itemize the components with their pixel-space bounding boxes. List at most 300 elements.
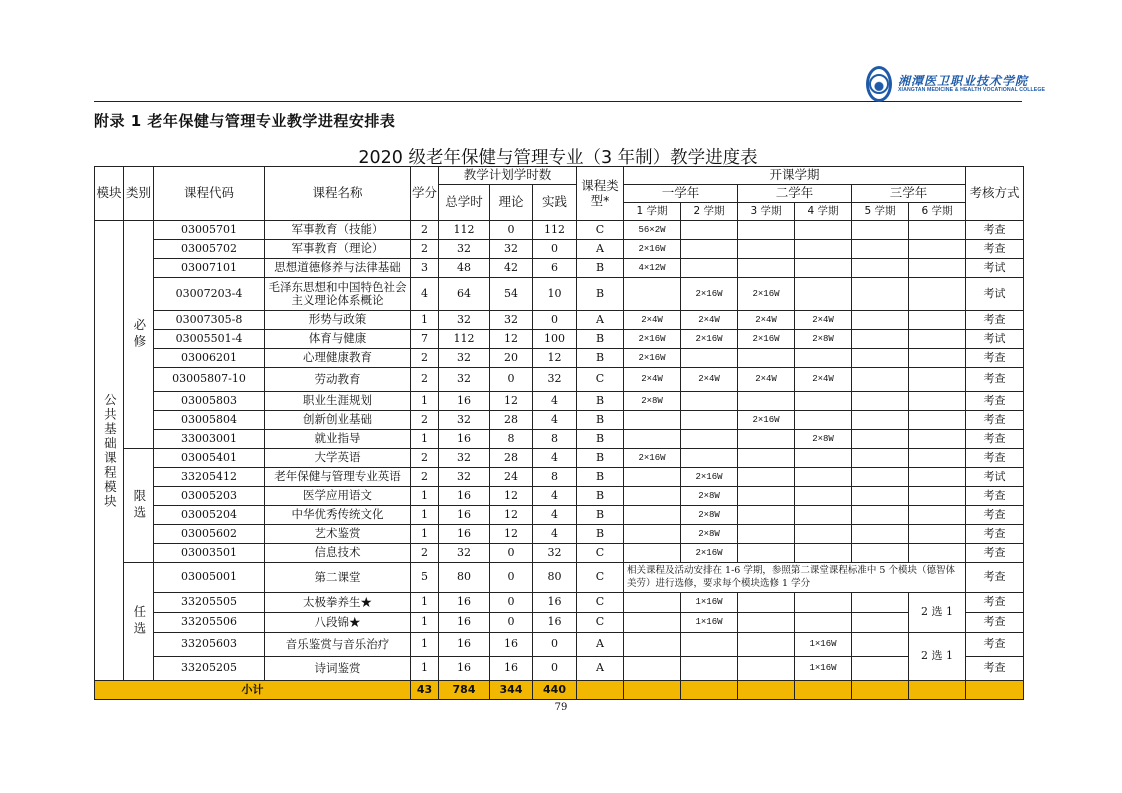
semester-4-schedule — [795, 487, 852, 506]
page-number: 79 — [554, 702, 568, 713]
theory-hours-value: 20 — [490, 349, 533, 368]
college-logo — [866, 62, 1046, 106]
theory-hours-value: 16 — [490, 633, 533, 657]
credit-value: 7 — [411, 330, 439, 349]
course-code: 03005001 — [154, 563, 265, 593]
practice-hours-value: 4 — [533, 411, 577, 430]
course-name: 第二课堂 — [265, 563, 411, 593]
semester-1-schedule — [624, 430, 681, 449]
semester-3-schedule — [738, 240, 795, 259]
course-name: 职业生涯规划 — [265, 392, 411, 411]
table-row — [95, 487, 1024, 506]
semester-2-schedule — [681, 349, 738, 368]
semester-3-schedule: 2×16W — [738, 411, 795, 430]
theory-hours-value: 0 — [490, 544, 533, 563]
assessment-method: 考试 — [966, 330, 1024, 349]
course-code: 03005203 — [154, 487, 265, 506]
semester-4-schedule: 2×4W — [795, 311, 852, 330]
table-row — [95, 657, 1024, 681]
semester-6-schedule — [909, 544, 966, 563]
semester-5-schedule — [852, 613, 909, 633]
header-sem1: 1 学期 — [624, 203, 681, 221]
semester-3-schedule — [738, 633, 795, 657]
practice-hours-value: 4 — [533, 525, 577, 544]
subtotal-practice: 440 — [533, 681, 577, 700]
theory-hours-value: 28 — [490, 449, 533, 468]
credit-value: 4 — [411, 278, 439, 311]
course-name: 心理健康教育 — [265, 349, 411, 368]
theory-hours-value: 28 — [490, 411, 533, 430]
header-course-type: 课程类型* — [577, 167, 624, 221]
theory-hours-value: 42 — [490, 259, 533, 278]
category-restricted: 限选 — [124, 449, 154, 563]
semester-4-schedule: 2×8W — [795, 330, 852, 349]
semester-4-schedule — [795, 278, 852, 311]
course-code: 03005701 — [154, 221, 265, 240]
credit-value: 5 — [411, 563, 439, 593]
course-type-value: C — [577, 613, 624, 633]
assessment-method: 考查 — [966, 525, 1024, 544]
logo-english-name: XIANGTAN MEDICINE & HEALTH VOCATIONAL COLLEGE — [898, 86, 1046, 93]
semester-6-schedule — [909, 240, 966, 259]
course-name: 军事教育（技能） — [265, 221, 411, 240]
semester-2-schedule: 1×16W — [681, 613, 738, 633]
table-row — [95, 330, 1024, 349]
assessment-method: 考查 — [966, 487, 1024, 506]
semester-1-schedule — [624, 544, 681, 563]
category-elective: 任选 — [124, 563, 154, 681]
semester-5-schedule — [852, 411, 909, 430]
course-type-value: B — [577, 430, 624, 449]
semester-3-schedule — [738, 259, 795, 278]
course-code: 03005204 — [154, 506, 265, 525]
semester-6-schedule — [909, 311, 966, 330]
credit-value: 2 — [411, 349, 439, 368]
course-code: 03005401 — [154, 449, 265, 468]
subtotal-row — [95, 681, 1024, 700]
semester-3-schedule: 2×4W — [738, 368, 795, 392]
assessment-method: 考查 — [966, 411, 1024, 430]
semester-3-schedule — [738, 487, 795, 506]
assessment-method: 考查 — [966, 657, 1024, 681]
college-seal-icon — [866, 66, 892, 102]
assessment-method: 考查 — [966, 593, 1024, 613]
semester-3-schedule — [738, 525, 795, 544]
course-type-value: C — [577, 368, 624, 392]
semester-5-schedule — [852, 368, 909, 392]
semester-5-schedule — [852, 259, 909, 278]
semester-6-schedule — [909, 278, 966, 311]
semester-4-schedule: 1×16W — [795, 657, 852, 681]
semester-1-schedule — [624, 506, 681, 525]
course-code: 33205506 — [154, 613, 265, 633]
course-code: 03003501 — [154, 544, 265, 563]
table-row — [95, 563, 1024, 593]
course-code: 33205505 — [154, 593, 265, 613]
course-type-value: B — [577, 349, 624, 368]
second-classroom-note: 相关课程及活动安排在 1-6 学期，参照第二课堂课程标准中 5 个模块（德智体美劳）进行选修，要求每个模块选修 1 学分 — [624, 563, 966, 593]
course-name: 思想道德修养与法律基础 — [265, 259, 411, 278]
choose-one-note: 2 选 1 — [909, 593, 966, 633]
credit-value: 1 — [411, 311, 439, 330]
semester-3-schedule — [738, 506, 795, 525]
table-row — [95, 468, 1024, 487]
assessment-method: 考查 — [966, 430, 1024, 449]
semester-3-schedule — [738, 468, 795, 487]
table-row — [95, 593, 1024, 613]
subtotal-label: 小计 — [95, 681, 411, 700]
practice-hours-value: 0 — [533, 311, 577, 330]
course-type-value: B — [577, 278, 624, 311]
assessment-method: 考查 — [966, 240, 1024, 259]
assessment-method: 考查 — [966, 368, 1024, 392]
semester-3-schedule — [738, 593, 795, 613]
semester-4-schedule — [795, 349, 852, 368]
semester-1-schedule: 2×16W — [624, 449, 681, 468]
assessment-method: 考试 — [966, 468, 1024, 487]
semester-5-schedule — [852, 487, 909, 506]
subtotal-total-hours: 784 — [439, 681, 490, 700]
theory-hours-value: 8 — [490, 430, 533, 449]
semester-4-schedule — [795, 221, 852, 240]
course-type-value: A — [577, 311, 624, 330]
header-practice: 实践 — [533, 185, 577, 221]
semester-3-schedule — [738, 544, 795, 563]
total-hours-value: 48 — [439, 259, 490, 278]
semester-1-schedule — [624, 525, 681, 544]
practice-hours-value: 4 — [533, 449, 577, 468]
semester-2-schedule: 2×4W — [681, 368, 738, 392]
semester-2-schedule — [681, 430, 738, 449]
total-hours-value: 16 — [439, 593, 490, 613]
semester-2-schedule — [681, 633, 738, 657]
header-course-name: 课程名称 — [265, 167, 411, 221]
theory-hours-value: 0 — [490, 368, 533, 392]
theory-hours-value: 0 — [490, 593, 533, 613]
semester-4-schedule — [795, 506, 852, 525]
total-hours-value: 80 — [439, 563, 490, 593]
course-code: 03006201 — [154, 349, 265, 368]
course-type-value: B — [577, 506, 624, 525]
semester-1-schedule — [624, 633, 681, 657]
header-theory: 理论 — [490, 185, 533, 221]
semester-3-schedule — [738, 392, 795, 411]
header-semesters: 开课学期 — [624, 167, 966, 185]
theory-hours-value: 24 — [490, 468, 533, 487]
semester-6-schedule — [909, 525, 966, 544]
assessment-method: 考查 — [966, 633, 1024, 657]
semester-5-schedule — [852, 633, 909, 657]
semester-5-schedule — [852, 544, 909, 563]
practice-hours-value: 8 — [533, 468, 577, 487]
semester-3-schedule — [738, 613, 795, 633]
table-row — [95, 240, 1024, 259]
semester-5-schedule — [852, 240, 909, 259]
category-required: 必修 — [124, 221, 154, 449]
practice-hours-value: 16 — [533, 613, 577, 633]
subtotal-empty-cell — [738, 681, 795, 700]
semester-2-schedule: 2×16W — [681, 278, 738, 311]
practice-hours-value: 32 — [533, 368, 577, 392]
credit-value: 1 — [411, 633, 439, 657]
semester-3-schedule — [738, 221, 795, 240]
course-code: 03007101 — [154, 259, 265, 278]
course-type-value: B — [577, 392, 624, 411]
total-hours-value: 16 — [439, 487, 490, 506]
semester-5-schedule — [852, 525, 909, 544]
semester-2-schedule — [681, 657, 738, 681]
semester-2-schedule — [681, 392, 738, 411]
semester-2-schedule — [681, 259, 738, 278]
semester-1-schedule: 2×4W — [624, 311, 681, 330]
theory-hours-value: 12 — [490, 487, 533, 506]
practice-hours-value: 6 — [533, 259, 577, 278]
table-row — [95, 368, 1024, 392]
semester-4-schedule: 2×4W — [795, 368, 852, 392]
theory-hours-value: 12 — [490, 330, 533, 349]
header-sem3: 3 学期 — [738, 203, 795, 221]
course-type-value: C — [577, 544, 624, 563]
total-hours-value: 64 — [439, 278, 490, 311]
subtotal-empty-cell — [577, 681, 624, 700]
credit-value: 1 — [411, 613, 439, 633]
course-name: 体育与健康 — [265, 330, 411, 349]
total-hours-value: 16 — [439, 633, 490, 657]
assessment-method: 考查 — [966, 613, 1024, 633]
semester-6-schedule — [909, 349, 966, 368]
table-row — [95, 311, 1024, 330]
credit-value: 1 — [411, 392, 439, 411]
practice-hours-value: 112 — [533, 221, 577, 240]
theory-hours-value: 32 — [490, 240, 533, 259]
semester-5-schedule — [852, 657, 909, 681]
course-type-value: B — [577, 449, 624, 468]
practice-hours-value: 0 — [533, 633, 577, 657]
table-row — [95, 544, 1024, 563]
assessment-method: 考查 — [966, 311, 1024, 330]
semester-1-schedule — [624, 278, 681, 311]
semester-4-schedule — [795, 468, 852, 487]
table-row — [95, 259, 1024, 278]
assessment-method: 考查 — [966, 349, 1024, 368]
assessment-method: 考查 — [966, 392, 1024, 411]
course-name: 毛泽东思想和中国特色社会主义理论体系概论 — [265, 278, 411, 311]
semester-2-schedule — [681, 449, 738, 468]
assessment-method: 考查 — [966, 221, 1024, 240]
course-code: 03007203-4 — [154, 278, 265, 311]
header-year3: 三学年 — [852, 185, 966, 203]
practice-hours-value: 0 — [533, 240, 577, 259]
total-hours-value: 32 — [439, 240, 490, 259]
header-module: 模块 — [95, 167, 124, 221]
course-code: 33003001 — [154, 430, 265, 449]
practice-hours-value: 100 — [533, 330, 577, 349]
semester-5-schedule — [852, 278, 909, 311]
semester-1-schedule — [624, 613, 681, 633]
credit-value: 1 — [411, 525, 439, 544]
semester-6-schedule — [909, 487, 966, 506]
semester-4-schedule — [795, 613, 852, 633]
module-label: 公共基础课程模块 — [95, 221, 124, 681]
subtotal-empty-cell — [909, 681, 966, 700]
semester-5-schedule — [852, 506, 909, 525]
course-name: 大学英语 — [265, 449, 411, 468]
theory-hours-value: 16 — [490, 657, 533, 681]
header-year2: 二学年 — [738, 185, 852, 203]
total-hours-value: 16 — [439, 525, 490, 544]
theory-hours-value: 12 — [490, 392, 533, 411]
semester-6-schedule — [909, 506, 966, 525]
course-type-value: A — [577, 633, 624, 657]
total-hours-value: 32 — [439, 449, 490, 468]
header-total-hours: 总学时 — [439, 185, 490, 221]
total-hours-value: 16 — [439, 613, 490, 633]
total-hours-value: 16 — [439, 392, 490, 411]
assessment-method: 考查 — [966, 563, 1024, 593]
course-name: 八段锦★ — [265, 613, 411, 633]
semester-1-schedule: 56×2W — [624, 221, 681, 240]
table-row — [95, 278, 1024, 311]
semester-1-schedule: 2×4W — [624, 368, 681, 392]
semester-5-schedule — [852, 330, 909, 349]
semester-3-schedule — [738, 657, 795, 681]
table-row — [95, 449, 1024, 468]
course-name: 音乐鉴赏与音乐治疗 — [265, 633, 411, 657]
semester-2-schedule — [681, 221, 738, 240]
semester-5-schedule — [852, 349, 909, 368]
credit-value: 2 — [411, 411, 439, 430]
total-hours-value: 16 — [439, 506, 490, 525]
subtotal-empty-cell — [624, 681, 681, 700]
course-code: 33205205 — [154, 657, 265, 681]
course-code: 03005803 — [154, 392, 265, 411]
assessment-method: 考查 — [966, 506, 1024, 525]
assessment-method: 考试 — [966, 259, 1024, 278]
course-type-value: B — [577, 487, 624, 506]
course-name: 中华优秀传统文化 — [265, 506, 411, 525]
credit-value: 1 — [411, 593, 439, 613]
semester-1-schedule — [624, 593, 681, 613]
semester-2-schedule: 2×16W — [681, 544, 738, 563]
total-hours-value: 112 — [439, 330, 490, 349]
header-sem4: 4 学期 — [795, 203, 852, 221]
total-hours-value: 32 — [439, 311, 490, 330]
course-code: 33205603 — [154, 633, 265, 657]
semester-4-schedule — [795, 449, 852, 468]
credit-value: 2 — [411, 240, 439, 259]
theory-hours-value: 12 — [490, 525, 533, 544]
theory-hours-value: 0 — [490, 563, 533, 593]
theory-hours-value: 0 — [490, 221, 533, 240]
choose-one-note: 2 选 1 — [909, 633, 966, 681]
semester-1-schedule — [624, 468, 681, 487]
header-assessment: 考核方式 — [966, 167, 1024, 221]
total-hours-value: 32 — [439, 468, 490, 487]
semester-3-schedule — [738, 349, 795, 368]
course-type-value: C — [577, 221, 624, 240]
course-code: 03005804 — [154, 411, 265, 430]
semester-4-schedule — [795, 525, 852, 544]
course-name: 形势与政策 — [265, 311, 411, 330]
course-name: 军事教育（理论） — [265, 240, 411, 259]
semester-2-schedule: 2×8W — [681, 487, 738, 506]
semester-4-schedule — [795, 392, 852, 411]
semester-2-schedule — [681, 240, 738, 259]
credit-value: 1 — [411, 506, 439, 525]
semester-3-schedule: 2×16W — [738, 278, 795, 311]
course-name: 就业指导 — [265, 430, 411, 449]
header-sem5: 5 学期 — [852, 203, 909, 221]
course-name: 艺术鉴赏 — [265, 525, 411, 544]
course-type-value: A — [577, 240, 624, 259]
course-type-value: B — [577, 330, 624, 349]
total-hours-value: 16 — [439, 657, 490, 681]
practice-hours-value: 8 — [533, 430, 577, 449]
semester-2-schedule: 2×8W — [681, 525, 738, 544]
theory-hours-value: 12 — [490, 506, 533, 525]
semester-1-schedule: 2×16W — [624, 349, 681, 368]
course-name: 医学应用语文 — [265, 487, 411, 506]
course-code: 03005501-4 — [154, 330, 265, 349]
semester-3-schedule: 2×16W — [738, 330, 795, 349]
semester-6-schedule — [909, 368, 966, 392]
semester-6-schedule — [909, 259, 966, 278]
semester-5-schedule — [852, 221, 909, 240]
practice-hours-value: 16 — [533, 593, 577, 613]
theory-hours-value: 0 — [490, 613, 533, 633]
logo-chinese-name: 湘潭医卫职业技术学院 — [898, 73, 1029, 88]
credit-value: 1 — [411, 487, 439, 506]
table-row — [95, 506, 1024, 525]
subtotal-empty-cell — [681, 681, 738, 700]
course-name: 劳动教育 — [265, 368, 411, 392]
practice-hours-value: 32 — [533, 544, 577, 563]
header-sem2: 2 学期 — [681, 203, 738, 221]
semester-2-schedule: 2×16W — [681, 330, 738, 349]
subtotal-theory: 344 — [490, 681, 533, 700]
semester-6-schedule — [909, 449, 966, 468]
semester-4-schedule — [795, 240, 852, 259]
credit-value: 2 — [411, 468, 439, 487]
practice-hours-value: 12 — [533, 349, 577, 368]
semester-4-schedule — [795, 593, 852, 613]
table-row — [95, 613, 1024, 633]
semester-1-schedule: 2×16W — [624, 240, 681, 259]
semester-5-schedule — [852, 449, 909, 468]
table-row — [95, 525, 1024, 544]
course-type-value: B — [577, 411, 624, 430]
semester-5-schedule — [852, 593, 909, 613]
credit-value: 2 — [411, 449, 439, 468]
table-row — [95, 411, 1024, 430]
course-type-value: A — [577, 657, 624, 681]
credit-value: 2 — [411, 368, 439, 392]
assessment-method: 考试 — [966, 278, 1024, 311]
subtotal-empty-cell — [852, 681, 909, 700]
header-sem6: 6 学期 — [909, 203, 966, 221]
semester-2-schedule: 2×8W — [681, 506, 738, 525]
semester-3-schedule: 2×4W — [738, 311, 795, 330]
appendix-title: 附录 1 老年保健与管理专业教学进程安排表 — [94, 112, 396, 130]
practice-hours-value: 80 — [533, 563, 577, 593]
semester-5-schedule — [852, 311, 909, 330]
practice-hours-value: 4 — [533, 487, 577, 506]
credit-value: 1 — [411, 657, 439, 681]
semester-1-schedule — [624, 657, 681, 681]
table-row — [95, 221, 1024, 240]
assessment-method: 考查 — [966, 449, 1024, 468]
table-row — [95, 349, 1024, 368]
